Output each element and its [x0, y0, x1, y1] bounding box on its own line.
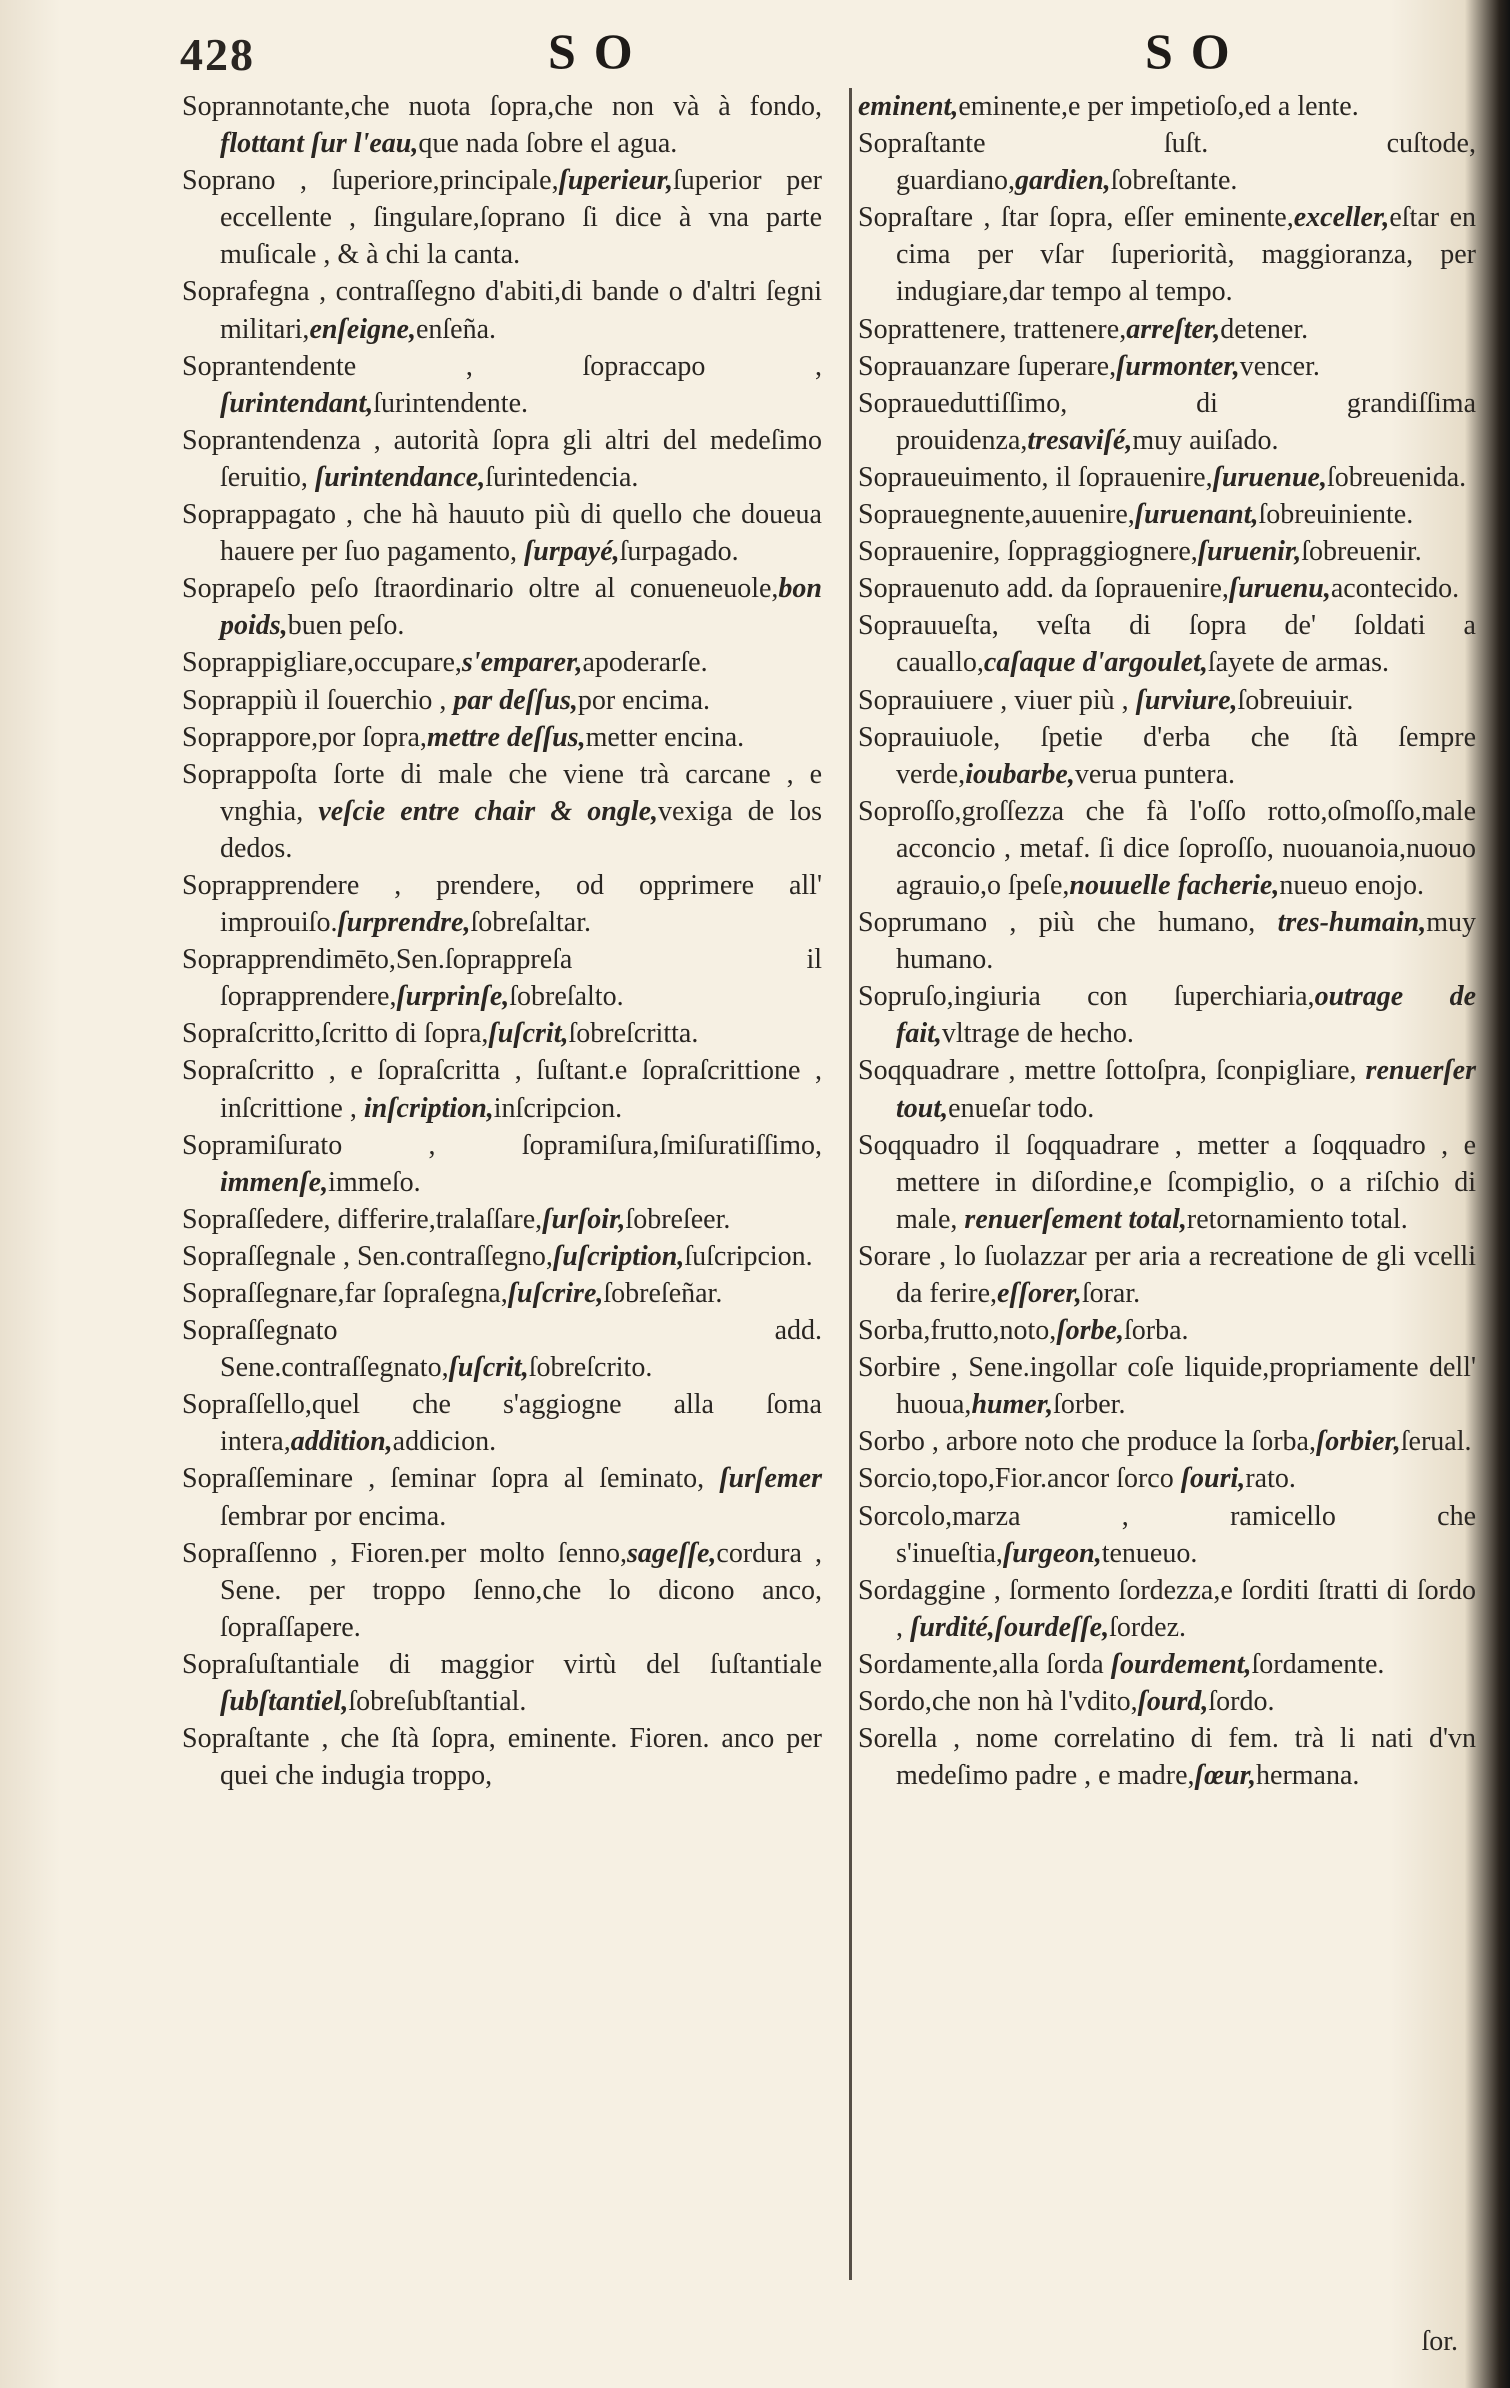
entry-spanish: eminente,e per impetioſo,ed a lente.: [958, 91, 1359, 122]
dictionary-entry: [858, 348, 1476, 385]
dictionary-entry: [182, 348, 822, 422]
dictionary-entry: [858, 385, 1476, 459]
entry-italian: Soprauiuole, ſpetie d'erba che ſtà ſempre verde,: [858, 721, 1476, 790]
entry-italian: Sopraueuimento, il ſoprauenire,: [858, 461, 1213, 493]
entry-french: ſouri,: [1180, 1463, 1246, 1495]
entry-french: inſcription,: [363, 1092, 494, 1124]
entry-spanish: ſurpagado.: [619, 536, 739, 568]
entry-italian: Soprauenuto add. da ſoprauenire,: [858, 573, 1229, 605]
running-head-left: SO: [548, 23, 651, 79]
entry-italian: Sordamente,alla ſorda: [858, 1648, 1111, 1680]
dictionary-entry: [182, 1460, 822, 1534]
dictionary-entry: [858, 1498, 1476, 1572]
entry-italian: Soqquadro il ſoqquadrare , metter a ſoqquadro , e mettere in diſordine,e ſcompiglio, o a riſchio di male,: [858, 1129, 1476, 1235]
entry-italian: Sorare , lo ſuolazzar per aria a recreatione de gli vcelli da ferire,: [858, 1240, 1476, 1309]
entry-spanish: cordura , Sene. per troppo ſenno,che lo dicono anco, ſopraſſapere.: [220, 1537, 822, 1643]
entry-french: ſuſcription,: [552, 1240, 685, 1272]
entry-french: eſſorer,: [997, 1278, 1082, 1309]
entry-italian: Sopramiſurato , ſopramiſura,ſmiſuratiſſimo,: [182, 1129, 822, 1161]
entry-spanish: ſobreuiuir.: [1237, 684, 1354, 716]
entry-italian: Soprafegna , contraſſegno d'abiti,di bande o d'altri ſegni militari,: [182, 276, 822, 345]
entry-italian: Soprapeſo peſo ſtraordinario oltre al conueneuole,: [182, 573, 779, 605]
dictionary-entry: [182, 1201, 822, 1238]
entry-spanish: hermana.: [1256, 1760, 1360, 1792]
entry-spanish: vexiga de los dedos.: [220, 795, 822, 864]
entry-french: humer,: [971, 1389, 1054, 1421]
entry-spanish: ſobreuenida.: [1326, 461, 1467, 493]
entry-french: renuerſer tout,: [896, 1055, 1476, 1124]
dictionary-entry: [182, 1015, 822, 1052]
entry-italian: Sopraſſegnare,far ſopraſegna,: [182, 1278, 508, 1309]
dictionary-entry: [182, 1312, 822, 1386]
entry-spanish: ſurintedencia.: [485, 461, 639, 493]
entry-italian: Sorba,frutto,noto,: [858, 1315, 1057, 1347]
entry-french: ſurintendance,: [314, 461, 486, 493]
entry-spanish: immeſo.: [328, 1166, 421, 1198]
entry-spanish: ſobreſcrito.: [528, 1352, 653, 1384]
entry-spanish: que nada ſobre el agua.: [418, 128, 678, 160]
entry-spanish: verua puntera.: [1074, 758, 1236, 790]
entry-spanish: ſayete de armas.: [1207, 647, 1389, 679]
page-number: 428: [180, 29, 255, 80]
entry-spanish: retornamiento total.: [1186, 1203, 1408, 1235]
entry-italian: Sopraſſegnale , Sen.contraſſegno,: [182, 1240, 553, 1272]
entry-french: renuerſement total,: [964, 1203, 1187, 1235]
dictionary-entry: [182, 162, 822, 273]
dictionary-entry: [182, 719, 822, 756]
entry-french: s'emparer,: [461, 647, 583, 679]
entry-italian: Soprappiù il ſouerchio ,: [182, 684, 454, 716]
entry-french: ſubſtantiel,: [220, 1686, 349, 1718]
entry-italian: Soprannotante,che nuota ſopra,che non và à fondo,: [182, 91, 822, 122]
dictionary-entry: [182, 88, 822, 162]
entry-italian: Soprumano , più che humano,: [858, 907, 1278, 939]
entry-italian: Sorcolo,marza , ramicello che s'inueſtia,: [858, 1500, 1476, 1569]
dictionary-entry: [182, 1386, 822, 1460]
entry-italian: Sopraſtante , che ſtà ſopra, eminente. Fioren. anco per quei che indugia troppo,: [182, 1723, 822, 1792]
entry-spanish: ſuſcripcion.: [684, 1240, 813, 1272]
entry-italian: Soprapprendimēto,Sen.ſoprappreſa il ſoprapprendere,: [182, 944, 822, 1013]
entry-italian: Soprattenere, trattenere,: [858, 313, 1127, 345]
entry-french: ſœur,: [1194, 1760, 1257, 1792]
entry-spanish: muy auiſado.: [1132, 424, 1279, 456]
entry-french: ſurviure,: [1135, 684, 1238, 716]
entry-spanish: ſobreſtante.: [1110, 165, 1238, 197]
dictionary-entry: [858, 199, 1476, 310]
dictionary-entry: [858, 1127, 1476, 1238]
dictionary-entry: [182, 1238, 822, 1275]
entry-french: ſuruenir,: [1197, 536, 1302, 568]
entry-italian: Soproſſo,groſſezza che fà l'oſſo rotto,oſmoſſo,male acconcio , metaf. ſi dice ſoproſſo, nuouanoia,nuouo agrauio,o ſpeſe,: [858, 795, 1476, 901]
entry-italian: Sopraſtante ſuſt. cuſtode, guardiano,: [858, 128, 1476, 197]
entry-spanish: ſobreuenir.: [1301, 536, 1422, 568]
entry-italian: Sorbo , arbore noto che produce la ſorba,: [858, 1426, 1316, 1458]
entry-french: bon poids,: [220, 573, 822, 642]
running-head-right: SO: [1145, 23, 1248, 79]
dictionary-entry: [858, 682, 1476, 719]
entry-italian: Soprantendente , ſopraccapo ,: [182, 350, 822, 382]
dictionary-entry: [858, 904, 1476, 978]
entry-italian: Sopraſtare , ſtar ſopra, eſſer eminente,: [858, 202, 1294, 234]
entry-spanish: ſobreſalto.: [509, 981, 624, 1013]
entry-spanish: ſobreſeer.: [625, 1203, 731, 1235]
entry-french: ſurprendre,: [337, 907, 471, 939]
right-column: [858, 88, 1476, 1794]
entry-italian: Sopruſo,ingiuria con ſuperchiaria,: [858, 981, 1315, 1013]
entry-spanish: ſordez.: [1109, 1611, 1187, 1643]
entry-french: ſurdité,ſourdeſſe,: [910, 1611, 1110, 1643]
entry-french: ſorbe,: [1056, 1315, 1124, 1347]
entry-italian: Soprauueſta, veſta di ſopra de' ſoldati a cauallo,: [858, 610, 1476, 679]
entry-spanish: enſeña.: [415, 313, 497, 345]
entry-spanish: muy humano.: [896, 907, 1476, 976]
entry-italian: Sorella , nome correlatino di fem. trà li nati d'vn medeſimo padre , e madre,: [858, 1723, 1476, 1792]
entry-french: sageſſe,: [627, 1537, 717, 1569]
entry-italian: Soprano , ſuperiore,principale,: [182, 165, 559, 197]
dictionary-entry: [858, 1312, 1476, 1349]
dictionary-entry: [182, 941, 822, 1015]
dictionary-entry: [182, 1535, 822, 1646]
entry-french: ioubarbe,: [965, 758, 1075, 790]
entry-french: gardien,: [1014, 165, 1111, 197]
dictionary-entry: [858, 1683, 1476, 1720]
dictionary-entry: [182, 1052, 822, 1126]
entry-french: ſorbier,: [1315, 1426, 1401, 1458]
dictionary-entry: [858, 1572, 1476, 1646]
dictionary-entry: [858, 1349, 1476, 1423]
entry-french: caſaque d'argoulet,: [983, 647, 1208, 679]
entry-spanish: ſobreſubſtantial.: [348, 1686, 527, 1718]
entry-italian: Sorcio,topo,Fior.ancor ſorco: [858, 1463, 1181, 1495]
entry-italian: Sordaggine , ſormento ſordezza,e ſorditi ſtratti di ſordo ,: [858, 1574, 1476, 1643]
entry-spanish: ſobreuiniente.: [1258, 499, 1414, 531]
entry-italian: Soprauegnente,auuenire,: [858, 499, 1135, 531]
dictionary-entry: [858, 311, 1476, 348]
dictionary-entry: [858, 1460, 1476, 1497]
entry-spanish: inſcripcion.: [493, 1092, 623, 1124]
entry-french: arreſter,: [1126, 313, 1221, 345]
entry-french: ſuruenue,: [1212, 461, 1327, 493]
entry-italian: Sopraueduttiſſimo, di grandiſſima prouidenza,: [858, 387, 1476, 456]
entry-french: immenſe,: [220, 1166, 329, 1198]
dictionary-entry: [858, 719, 1476, 793]
entry-french: enſeigne,: [309, 313, 416, 345]
dictionary-entry: [182, 422, 822, 496]
entry-spanish: ſuperior per eccellente , ſingulare,ſoprano ſi dice à vna parte muſicale , & à chi la canta.: [220, 165, 822, 271]
entry-italian: Soprauenire, ſoppraggiognere,: [858, 536, 1198, 568]
entry-spanish: ſordamente.: [1251, 1648, 1385, 1680]
entry-spanish: ſembrar por encima.: [220, 1500, 447, 1532]
entry-french: ſurſemer: [719, 1463, 822, 1495]
entry-italian: Soprappoſta ſorte di male che viene trà carcane , e vnghia,: [182, 758, 822, 827]
entry-spanish: rato.: [1245, 1463, 1296, 1495]
dictionary-entry: [182, 1275, 822, 1312]
dictionary-entry: [858, 793, 1476, 904]
left-column: [182, 88, 822, 1794]
entry-italian: Soprappore,por ſopra,: [182, 721, 427, 753]
entry-italian: Sorbire , Sene.ingollar coſe liquide,propriamente dell' huoua,: [858, 1352, 1476, 1421]
entry-italian: Soprantendenza , autorità ſopra gli altri del medeſimo ſeruitio,: [182, 424, 822, 493]
dictionary-entry: [858, 570, 1476, 607]
catchword: ſor.: [1421, 2326, 1458, 2357]
dictionary-entry: [858, 533, 1476, 570]
entry-italian: Soprapprendere , prendere, od opprimere all' improuiſo.: [182, 869, 822, 939]
entry-italian: Sopraſcritto,ſcritto di ſopra,: [182, 1018, 489, 1050]
entry-french: outrage de fait,: [896, 981, 1476, 1050]
entry-spanish: detener.: [1220, 313, 1309, 345]
entry-french: addition,: [290, 1426, 393, 1458]
entry-french: ſurprinſe,: [396, 981, 510, 1013]
entry-italian: Sopraſſeminare , ſeminar ſopra al ſeminato,: [182, 1463, 720, 1495]
dictionary-entry: [182, 1720, 822, 1794]
dictionary-entry: [182, 682, 822, 719]
dictionary-entry: [858, 1646, 1476, 1683]
entry-spanish: ſorber.: [1053, 1389, 1126, 1421]
entry-french: ſurintendant,: [220, 387, 374, 419]
dictionary-entry: [858, 496, 1476, 533]
entry-spanish: ſorar.: [1081, 1278, 1141, 1309]
entry-italian: Sopraſſenno , Fioren.per molto ſenno,: [182, 1537, 627, 1569]
entry-french: ſuſcrit,: [448, 1352, 529, 1384]
entry-french: ſurſoir,: [542, 1203, 626, 1235]
dictionary-entry: [182, 644, 822, 681]
entry-french: veſcie entre chair & ongle,: [318, 795, 658, 827]
entry-italian: Sopraſcritto , e ſopraſcritta , ſuſtant.e ſopraſcrittione , inſcrittione ,: [182, 1055, 822, 1124]
entry-french: exceller,: [1293, 202, 1390, 234]
entry-spanish: buen peſo.: [287, 610, 405, 642]
dictionary-entry: [182, 1646, 822, 1720]
entry-spanish: por encima.: [577, 684, 711, 716]
entry-spanish: eſtar en cima per vſar ſuperiorità, maggioranza, per indugiare,dar tempo al tempo.: [896, 202, 1476, 308]
entry-spanish: ſobreſaltar.: [470, 907, 591, 939]
entry-spanish: ſobreſeñar.: [603, 1278, 723, 1309]
entry-french: ſuſcrire,: [507, 1278, 604, 1309]
entry-spanish: ſurintendente.: [373, 387, 529, 419]
entry-french: tresaviſé,: [1027, 424, 1133, 456]
dictionary-entry: [858, 125, 1476, 199]
entry-french: ſurpayé,: [523, 536, 620, 568]
dictionary-entry: [182, 273, 822, 347]
dictionary-entry: [858, 607, 1476, 681]
entry-french: ſurgeon,: [1002, 1537, 1102, 1569]
entry-french: flottant ſur l'eau,: [220, 128, 419, 160]
entry-italian: Soprauiuere , viuer più ,: [858, 684, 1136, 716]
dictionary-entry: [182, 496, 822, 570]
entry-french: ſourd,: [1137, 1686, 1209, 1718]
entry-french: mettre deſſus,: [426, 721, 586, 753]
entry-spanish: tenueuo.: [1101, 1537, 1198, 1569]
entry-spanish: ſobreſcritta.: [568, 1018, 699, 1050]
entry-italian: Sopraſſedere, differire,tralaſſare,: [182, 1203, 543, 1235]
dictionary-entry: [858, 1052, 1476, 1126]
entry-italian: Sopraſuſtantiale di maggior virtù del ſuſtantiale: [182, 1648, 822, 1680]
dictionary-entry: [182, 570, 822, 644]
dictionary-entry: [182, 867, 822, 941]
entry-french: ſuruenu,: [1228, 573, 1331, 605]
entry-italian: Soqquadrare , mettre ſottoſpra, ſconpigliare,: [858, 1055, 1366, 1087]
entry-italian: Soprappagato , che hà hauuto più di quello che doueua hauere per ſuo pagamento,: [182, 499, 822, 568]
dictionary-entry: [858, 88, 1476, 125]
entry-italian: Sopraſſello,quel che s'aggiogne alla ſoma intera,: [182, 1389, 822, 1458]
dictionary-entry: [858, 1238, 1476, 1312]
entry-french: ſuperieur,: [558, 165, 673, 197]
dictionary-entry: [858, 1720, 1476, 1794]
dictionary-entry: [182, 756, 822, 867]
entry-spanish: ſordo.: [1208, 1686, 1275, 1718]
entry-spanish: addicion.: [392, 1426, 497, 1458]
entry-spanish: metter encina.: [585, 721, 745, 753]
entry-french: eminent,: [858, 91, 959, 122]
entry-french: par deſſus,: [453, 684, 578, 716]
entry-spanish: vltrage de hecho.: [941, 1018, 1134, 1050]
entry-spanish: enueſar todo.: [948, 1092, 1095, 1124]
dictionary-entry: [182, 1127, 822, 1201]
entry-spanish: vencer.: [1239, 350, 1320, 382]
entry-spanish: apoderarſe.: [582, 647, 708, 679]
entry-italian: Soprauanzare ſuperare,: [858, 350, 1117, 382]
dictionary-entry: [858, 978, 1476, 1052]
dictionary-entry: [858, 1423, 1476, 1460]
entry-italian: Sopraſſegnato add. Sene.contraſſegnato,: [182, 1315, 822, 1384]
entry-italian: Soprappigliare,occupare,: [182, 647, 462, 679]
entry-spanish: ſerual.: [1400, 1426, 1472, 1458]
entry-french: nouuelle facherie,: [1069, 869, 1280, 901]
entry-spanish: acontecido.: [1330, 573, 1460, 605]
entry-french: tres-humain,: [1277, 907, 1427, 939]
entry-spanish: ſorba.: [1123, 1315, 1189, 1347]
entry-french: ſurmonter,: [1116, 350, 1240, 382]
entry-spanish: nueuo enojo.: [1279, 869, 1425, 901]
entry-french: ſuruenant,: [1134, 499, 1259, 531]
column-divider: [849, 88, 852, 2280]
entry-french: ſourdement,: [1110, 1648, 1252, 1680]
entry-french: ſuſcrit,: [488, 1018, 569, 1050]
dictionary-entry: [858, 459, 1476, 496]
entry-italian: Sordo,che non hà l'vdito,: [858, 1686, 1138, 1718]
